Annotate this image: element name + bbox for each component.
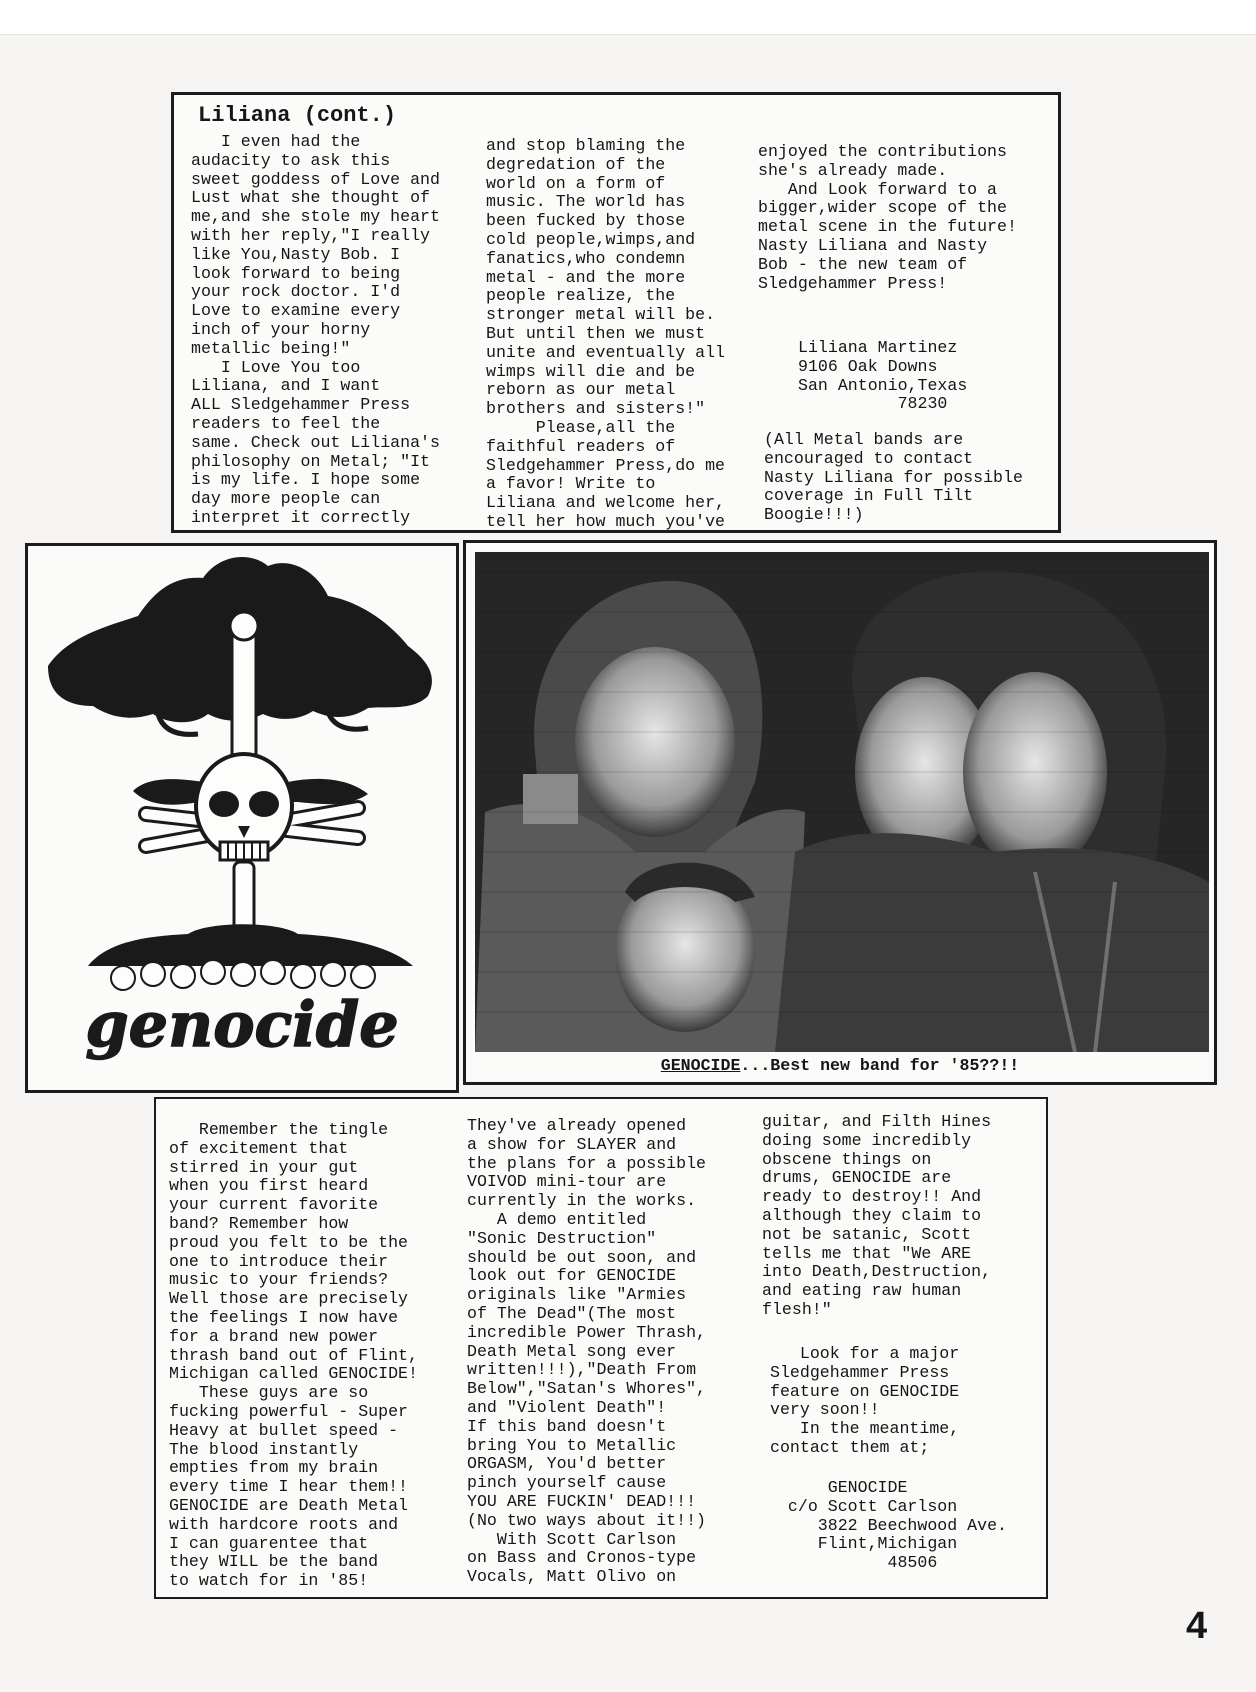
band-photo-image [475,552,1209,1052]
photo-caption [466,1056,1214,1075]
liliana-article-box [171,92,1061,533]
liliana-address: Liliana Martinez 9106 Oak Downs San Antonio,Texas 78230 [798,338,968,414]
person-left-face [575,647,735,837]
band-photo-box [463,540,1217,1085]
genocide-logo-illustration [28,546,456,1090]
genocide-article-box [154,1097,1048,1599]
genocide-article-column-3: guitar, and Filth Hines doing some incredibly obscene things on drums, GENOCIDE are ready to destroy!! And although they claim to not be satanic, Scott tells me that "We ARE into Death,Destruction, and eating raw human flesh!" [762,1112,992,1319]
band-photo [475,552,1209,1052]
genocide-article-column-2: They've already opened a show for SLAYER and the plans for a possible VOIVOD mini-tour are currently in the works. A demo entitled "Sonic Destruction" should be out soon, and look out for GENOCIDE originals like "Armies of The Dead"(The most incredible Power Thrash, Death Metal song ever written!!!),"Death From Below","Satan's Whores", and "Violent Death"! If this band doesn't bring You to Metallic ORGASM, You'd better pinch yourself cause YOU ARE FUCKIN' DEAD!!! (No two ways about it!!) With Scott Carlson on Bass and Cronos-type Vocals, Matt Olivo on [467,1116,706,1587]
genocide-address: GENOCIDE c/o Scott Carlson 3822 Beechwood Ave. Flint,Michigan 48506 [787,1478,1007,1573]
photo-caption-text: ...Best new band for '85??!! [740,1056,1020,1075]
genocide-logo-text: genocide [85,988,399,1061]
genocide-article-column-1: Remember the tingle of excitement that stirred in your gut when you first heard your current favorite band? Remember how proud you felt to be the one to introduce their music to your friends? Well those are precisely the feelings I now have for a brand new power thrash band out of Flint, Michigan called GENOCIDE! These guys are so fucking powerful - Super Heavy at bullet speed - The blood instantly empties from my brain every time I hear them!! GENOCIDE are Death Metal with hardcore roots and I can guarentee that they WILL be the band to watch for in '85! [169,1120,418,1591]
liliana-note: (All Metal bands are encouraged to contact Nasty Liliana for possible coverage in Full Tilt Boogie!!!) [764,430,1023,525]
page-number: 4 [1186,1605,1208,1647]
mushroom-cloud-base [88,924,413,966]
jacket-patch [523,774,578,824]
skull-row [111,960,375,990]
liliana-article-column-1: I even had the audacity to ask this sweet goddess of Love and Lust what she thought of me,and she stole my heart with her reply,"I really like You,Nasty Bob. I look forward to being your rock doctor. I'd Love to examine every inch of your horny metallic being!" I Love You too Liliana, and I want ALL Sledgehammer Press readers to feel the same. Check out Liliana's philosophy on Metal; "It is my life. I hope some day more people can interpret it correctly [191,132,440,527]
person-right-jacket [775,833,1209,1052]
liliana-article-title: Liliana (cont.) [198,103,397,128]
page-top-edge [0,0,1256,35]
genocide-article-column-3-continued: Look for a major Sledgehammer Press feature on GENOCIDE very soon!! In the meantime, contact them at; [770,1344,960,1457]
photo-caption-band: GENOCIDE [660,1056,741,1075]
genocide-logo-box [25,543,459,1093]
liliana-article-column-2: and stop blaming the degredation of the world on a form of music. The world has been fucked by those cold people,wimps,and fanatics,who condemn metal - and the more people realize, the stronger metal will be. But until then we must unite and eventually all wimps will die and be reborn as our metal brothers and sisters!" Please,all the faithful readers of Sledgehammer Press,do me a favor! Write to Liliana and welcome her, tell her how much you've [486,136,725,531]
liliana-article-column-3: enjoyed the contributions she's already made. And Look forward to a bigger,wider scope of the metal scene in the future! Nasty Liliana and Nasty Bob - the new team of Sledgehammer Press! [758,142,1017,293]
